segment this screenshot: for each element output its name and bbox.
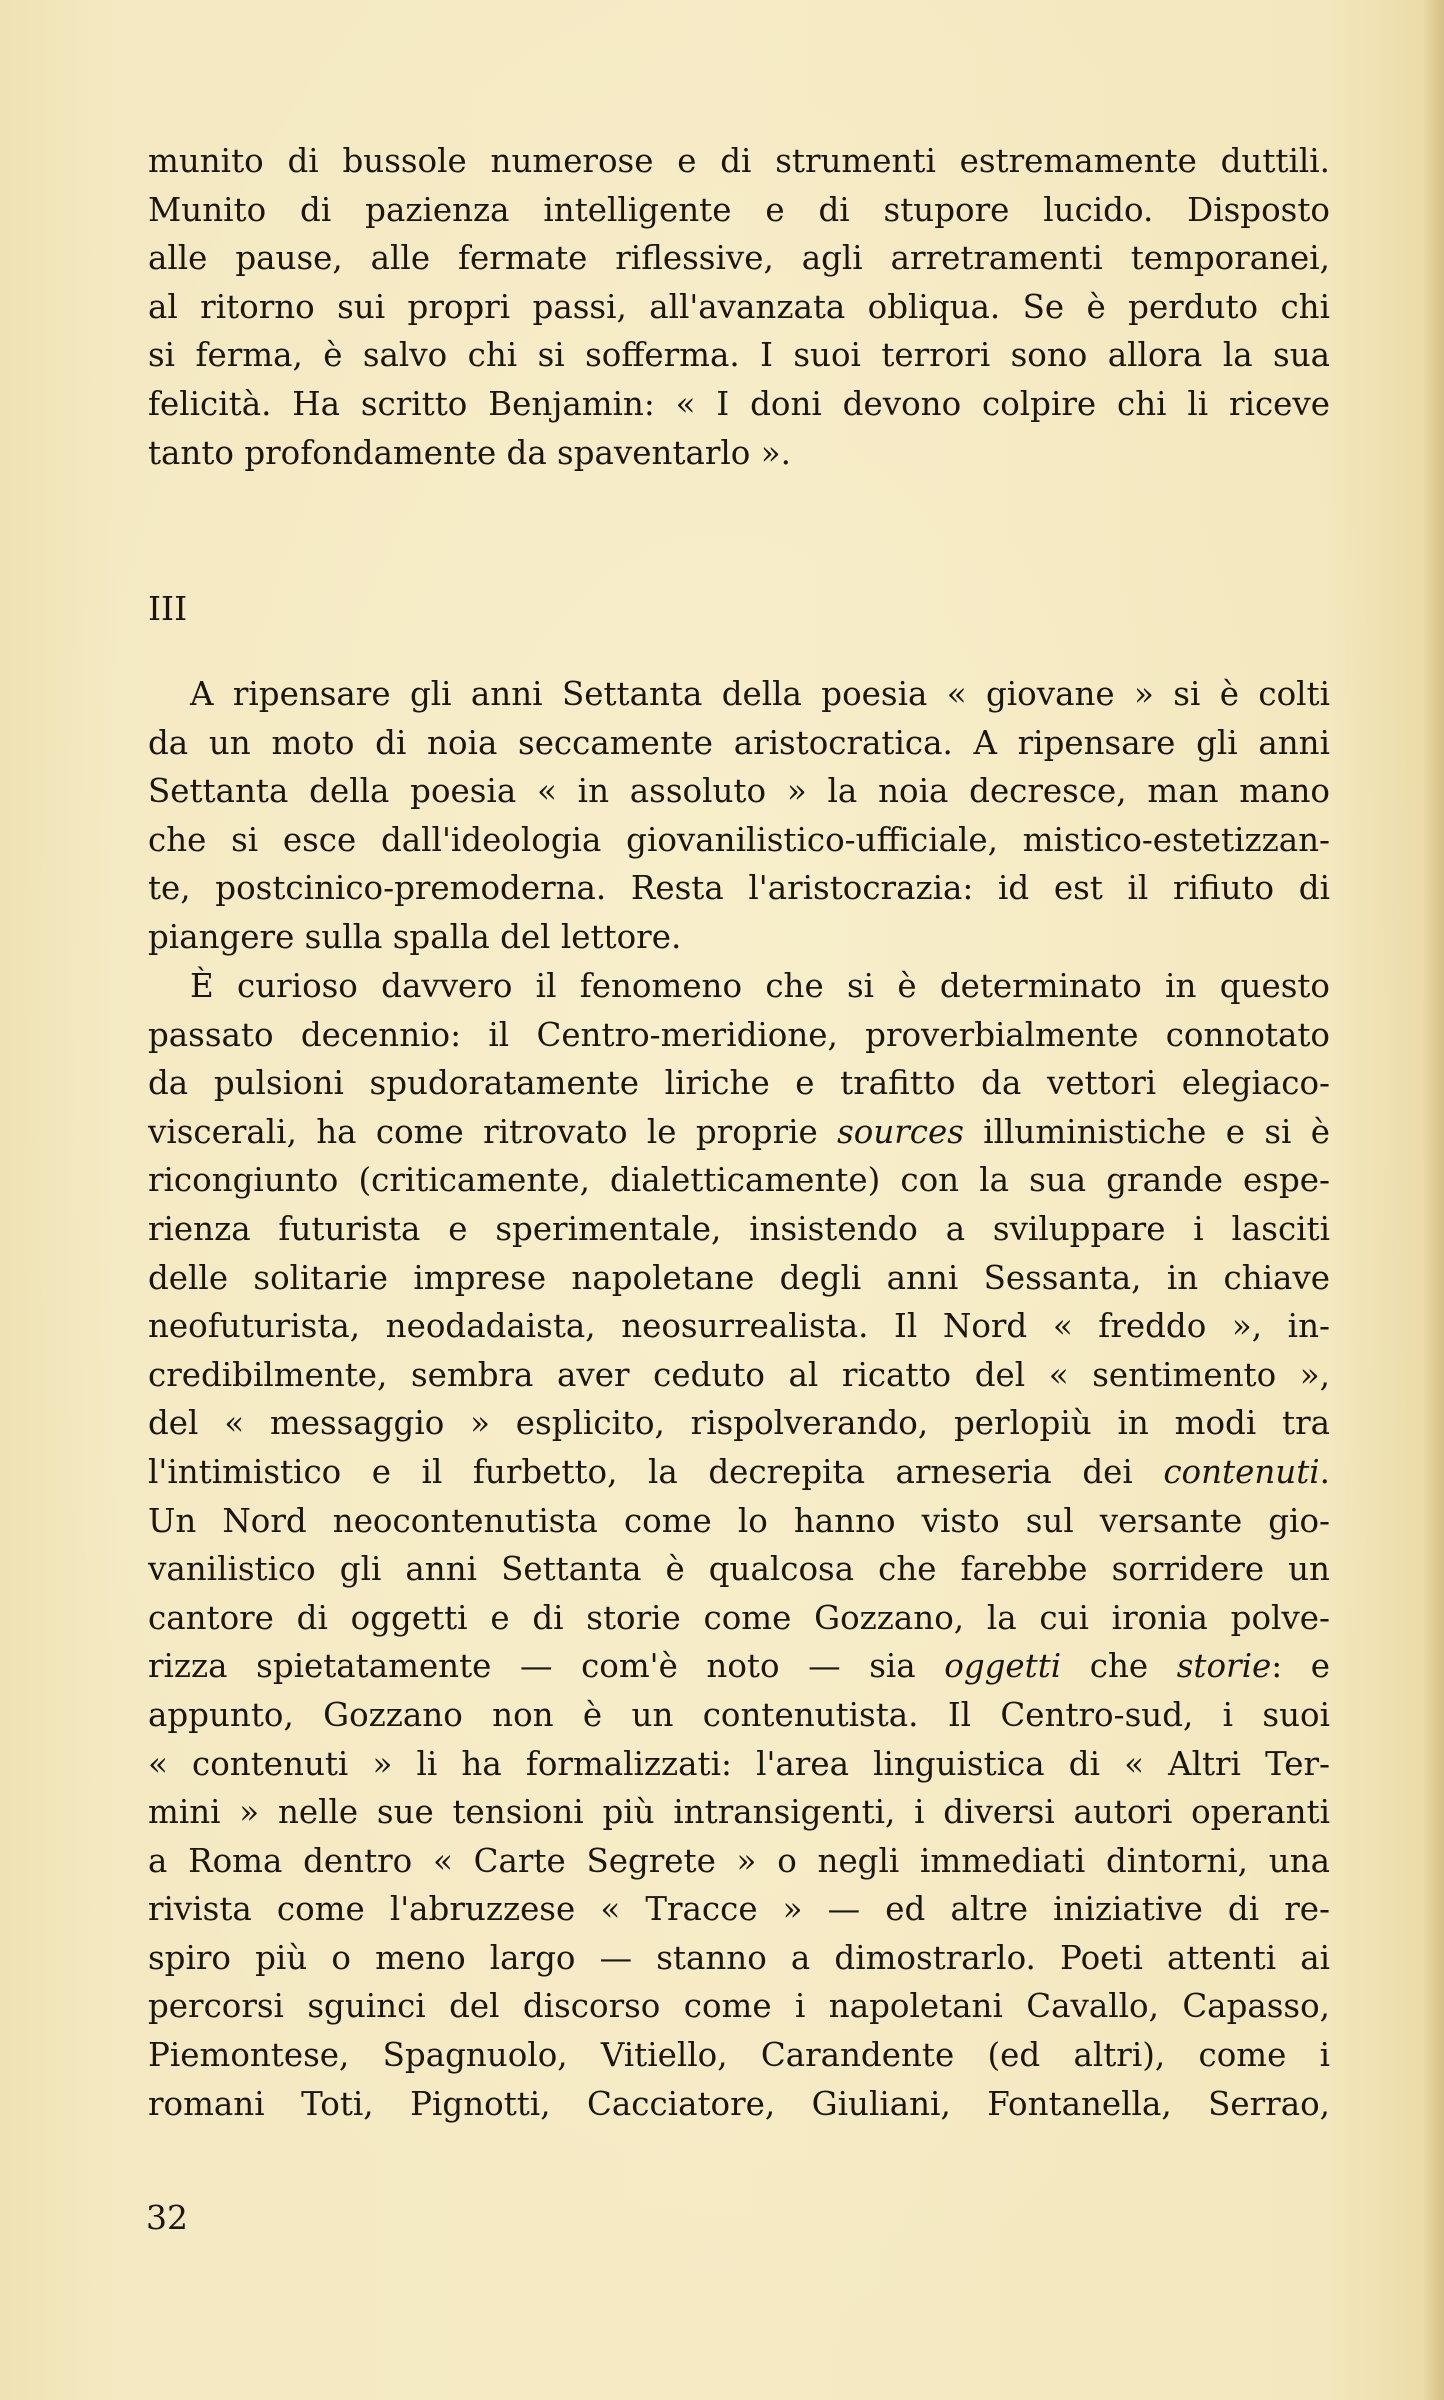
text-run: viscerali, ha come ritrovato le proprie (148, 1112, 838, 1151)
text-line (148, 1642, 1330, 1691)
text-line: appunto, Gozzano non è un contenutista. Il Centro-sud, i suoi (148, 1695, 1330, 1734)
text-line (148, 1108, 1330, 1157)
page-number: 32 (146, 2198, 188, 2237)
text-line: rienza futurista e sperimentale, insistendo a sviluppare i lasciti (148, 1209, 1330, 1248)
text-line: credibilmente, sembra aver ceduto al ricatto del « sentimento », (148, 1355, 1330, 1394)
text-line: Piemontese, Spagnuolo, Vitiello, Carandente (ed altri), come i (148, 2036, 1330, 2075)
paragraph-2 (148, 962, 1330, 2128)
text-line: Munito di pazienza intelligente e di stupore lucido. Disposto (148, 190, 1330, 229)
text-line: passato decennio: il Centro-meridione, proverbialmente connotato (148, 1015, 1330, 1054)
text-line: neofuturista, neodadaista, neosurrealista. Il Nord « freddo », in- (148, 1307, 1330, 1346)
text-line: a Roma dentro « Carte Segrete » o negli immediati dintorni, una (148, 1841, 1330, 1880)
text-line: alle pause, alle fermate riflessive, agli arretramenti temporanei, (148, 239, 1330, 278)
text-line: delle solitarie imprese napoletane degli anni Sessanta, in chiave (148, 1258, 1330, 1297)
text-line: È curioso davvero il fenomeno che si è determinato in questo (190, 967, 1330, 1005)
paragraph-top (148, 137, 1330, 477)
text-line (148, 1448, 1330, 1497)
text-run: illuministiche e si è (963, 1112, 1330, 1151)
text-line: vanilistico gli anni Settanta è qualcosa che farebbe sorridere un (148, 1550, 1330, 1589)
text-line: munito di bussole numerose e di strumenti estremamente duttili. (148, 142, 1330, 180)
text-line: te, postcinico-premoderna. Resta l'aristocrazia: id est il rifiuto di (148, 869, 1330, 908)
text-line: si ferma, è salvo chi si sofferma. I suoi terrori sono allora la sua (148, 336, 1330, 375)
text-line: Settanta della poesia « in assoluto » la noia decresce, man mano (148, 772, 1330, 811)
text-line: ricongiunto (criticamente, dialetticamente) con la sua grande espe- (148, 1161, 1330, 1200)
text-line: mini » nelle sue tensioni più intransigenti, i diversi autori operanti (148, 1793, 1330, 1832)
italic-word: storie (1176, 1647, 1272, 1686)
section-heading: III (148, 589, 188, 628)
text-line: Un Nord neocontenutista come lo hanno visto sul versante gio- (148, 1501, 1330, 1540)
italic-word: oggetti (944, 1647, 1062, 1686)
text-line: cantore di oggetti e di storie come Gozzano, la cui ironia polve- (148, 1598, 1330, 1637)
text-line: piangere sulla spalla del lettore. (148, 917, 682, 956)
text-line: da un moto di noia seccamente aristocratica. A ripensare gli anni (148, 723, 1330, 762)
italic-word: contenuti (1163, 1452, 1320, 1491)
page-edge-shadow (1422, 0, 1444, 2400)
text-run: . (1319, 1452, 1330, 1491)
text-line: tanto profondamente da spaventarlo ». (148, 433, 791, 472)
text-line: romani Toti, Pignotti, Cacciatore, Giuliani, Fontanella, Serrao, (148, 2084, 1330, 2123)
paragraph-1 (148, 670, 1330, 962)
text-line: rivista come l'abruzzese « Tracce » — ed altre iniziative di re- (148, 1890, 1330, 1929)
text-run: : e (1271, 1647, 1330, 1686)
text-line: al ritorno sui propri passi, all'avanzata obliqua. Se è perduto chi (148, 287, 1330, 326)
text-run: l'intimistico e il furbetto, la decrepita arneseria dei (148, 1452, 1164, 1491)
text-run: rizza spietatamente — com'è noto — sia (148, 1647, 945, 1686)
italic-word: sources (837, 1112, 964, 1151)
text-line: spiro più o meno largo — stanno a dimostrarlo. Poeti attenti ai (148, 1938, 1330, 1977)
text-line: felicità. Ha scritto Benjamin: « I doni devono colpire chi li riceve (148, 384, 1330, 423)
text-line: A ripensare gli anni Settanta della poesia « giovane » si è colti (190, 675, 1330, 713)
text-run: che (1061, 1647, 1177, 1686)
text-line: da pulsioni spudoratamente liriche e trafitto da vettori elegiaco- (148, 1064, 1330, 1103)
text-line: « contenuti » li ha formalizzati: l'area linguistica di « Altri Ter- (148, 1744, 1330, 1783)
text-line: del « messaggio » esplicito, rispolverando, perlopiù in modi tra (148, 1404, 1330, 1443)
text-line: che si esce dall'ideologia giovanilistico-ufficiale, mistico-estetizzan- (148, 820, 1330, 859)
text-line: percorsi sguinci del discorso come i napoletani Cavallo, Capasso, (148, 1987, 1330, 2026)
